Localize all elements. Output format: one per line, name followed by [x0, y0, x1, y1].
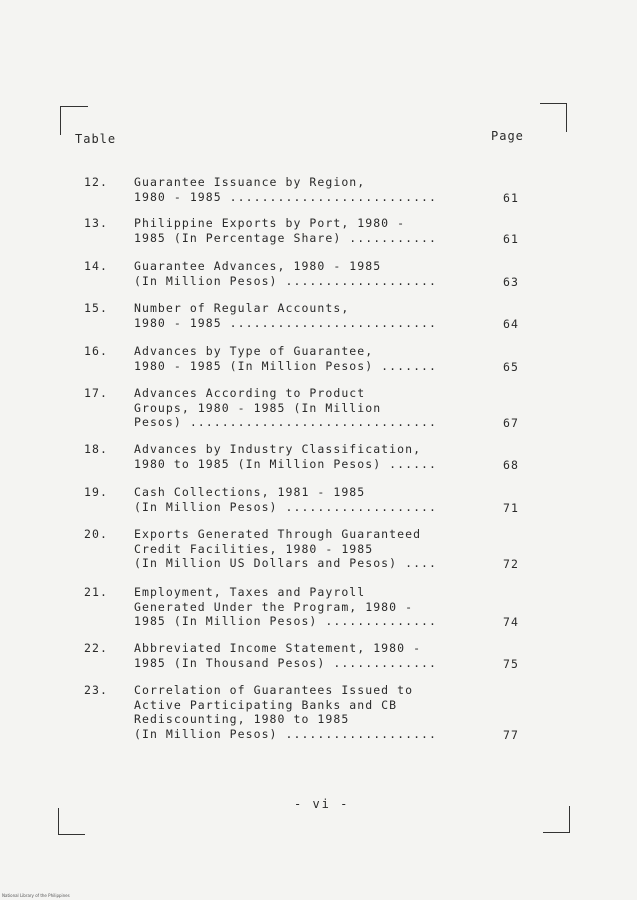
table-entry-number: 23.	[84, 683, 108, 697]
table-entry-number: 12.	[84, 175, 108, 189]
table-entry-page: 61	[503, 190, 519, 205]
table-entry-title-line: (In Million Pesos) ...................	[134, 499, 437, 514]
table-entry-number: 15.	[84, 301, 108, 315]
table-entry-title-line: Employment, Taxes and Payroll	[134, 585, 366, 599]
table-entry-title	[134, 344, 474, 373]
crop-mark-bottom-right	[543, 806, 570, 833]
crop-mark-top-right	[540, 103, 567, 132]
table-entry-title-line: Active Participating Banks and CB	[134, 697, 398, 712]
table-entry-page: 68	[503, 457, 519, 472]
table-entry-page: 64	[503, 316, 519, 331]
table-entry-title-line: Correlation of Guarantees Issued to	[134, 683, 414, 697]
table-entry-title-line: Credit Facilities, 1980 - 1985	[134, 541, 374, 556]
table-entry-title-line: (In Million US Dollars and Pesos) ....	[134, 556, 437, 570]
table-entry-title-line: Cash Collections, 1981 - 1985	[134, 485, 366, 499]
table-entry-title-line: Advances by Industry Classification,	[134, 442, 422, 456]
table-entry-title-line: (In Million Pesos) ...................	[134, 273, 437, 288]
table-entry-page: 61	[503, 231, 519, 246]
table-entry-title	[134, 386, 474, 430]
table-entry-title-line: 1985 (In Million Pesos) ..............	[134, 614, 437, 628]
scan-credit: National Library of the Philippines	[2, 893, 70, 898]
page-column-header: Page	[491, 129, 524, 143]
table-entry-page: 77	[503, 727, 519, 742]
table-entry-number: 20.	[84, 527, 108, 541]
table-entry-title	[134, 216, 474, 245]
table-entry-title	[134, 585, 474, 629]
crop-mark-bottom-left	[58, 808, 85, 835]
table-column-header: Table	[75, 132, 117, 146]
table-entry-page: 67	[503, 416, 519, 430]
table-entry-title-line: (In Million Pesos) ...................	[134, 726, 437, 741]
table-entry-number: 22.	[84, 641, 108, 655]
table-entry-title-line: Advances by Type of Guarantee,	[134, 344, 374, 358]
table-entry-title-line: Number of Regular Accounts,	[134, 301, 350, 315]
table-entry-title-line: Guarantee Advances, 1980 - 1985	[134, 259, 382, 273]
table-entry-page: 63	[503, 274, 519, 289]
table-entry-title-line: 1980 to 1985 (In Million Pesos) ......	[134, 456, 437, 471]
table-entry-title	[134, 175, 474, 204]
table-entry-title	[134, 442, 474, 471]
table-entry-page: 71	[503, 500, 519, 515]
table-entry-number: 13.	[84, 216, 108, 230]
page-number: - vi -	[294, 797, 350, 811]
table-entry-page: 74	[503, 615, 519, 629]
table-entry-title-line: 1980 - 1985 ..........................	[134, 315, 437, 330]
table-entry-page: 72	[503, 557, 519, 571]
table-entry-title-line: Groups, 1980 - 1985 (In Million	[134, 400, 382, 415]
table-entry-title-line: Philippine Exports by Port, 1980 -	[134, 216, 406, 230]
table-entry-number: 19.	[84, 485, 108, 499]
table-entry-title	[134, 259, 474, 288]
table-entry-title-line: Rediscounting, 1980 to 1985	[134, 712, 350, 726]
table-entry-page: 65	[503, 359, 519, 374]
table-entry-title	[134, 527, 474, 571]
table-entry-title-line: Advances According to Product	[134, 386, 366, 400]
table-entry-number: 21.	[84, 585, 108, 599]
table-entry-title-line: Exports Generated Through Guaranteed	[134, 527, 422, 541]
table-entry-title-line: Generated Under the Program, 1980 -	[134, 599, 414, 614]
table-entry-title-line: 1980 - 1985 ..........................	[134, 189, 437, 204]
table-entry-title-line: 1985 (In Thousand Pesos) .............	[134, 655, 437, 670]
table-entry-title	[134, 301, 474, 330]
table-entry-title-line: 1985 (In Percentage Share) ...........	[134, 230, 437, 245]
table-entry-number: 18.	[84, 442, 108, 456]
table-entry-title-line: Pesos) ...............................	[134, 415, 437, 429]
table-entry-title	[134, 683, 474, 741]
table-entry-number: 16.	[84, 344, 108, 358]
table-entry-page: 75	[503, 656, 519, 671]
table-entry-title	[134, 485, 474, 514]
table-entry-number: 14.	[84, 259, 108, 273]
crop-mark-top-left	[60, 106, 88, 135]
table-entry-number: 17.	[84, 386, 108, 400]
table-entry-title-line: 1980 - 1985 (In Million Pesos) .......	[134, 358, 437, 373]
table-entry-title-line: Guarantee Issuance by Region,	[134, 175, 366, 189]
table-entry-title	[134, 641, 474, 670]
table-entry-title-line: Abbreviated Income Statement, 1980 -	[134, 641, 422, 655]
